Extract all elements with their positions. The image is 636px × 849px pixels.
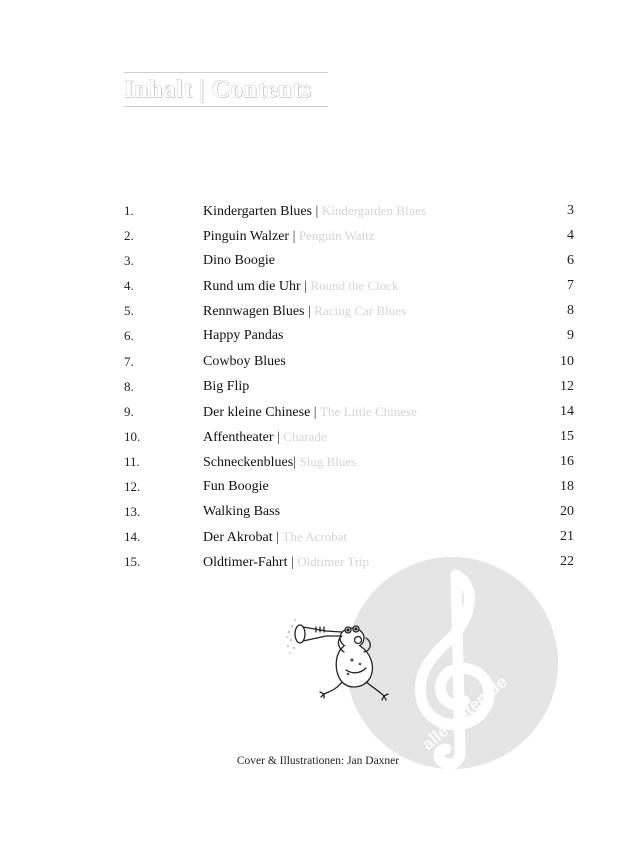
toc-entry-title: Affentheater — [203, 429, 274, 445]
toc-entry-title-line — [203, 298, 406, 324]
toc-entry-title-line — [203, 374, 249, 399]
toc-entry-title: Rund um die Uhr — [203, 279, 301, 295]
frog-trumpet-illustration — [286, 612, 396, 708]
toc-entry-separator: | — [293, 454, 300, 470]
toc-entry-title: Fun Boogie — [203, 479, 269, 495]
page-title: Inhalt | Contents — [124, 76, 312, 103]
toc-entry-number: 5. — [124, 303, 134, 319]
toc-entry-separator: | — [312, 204, 322, 219]
toc-entry — [124, 499, 574, 524]
toc-entry-english-title: Round the Clock — [310, 278, 399, 294]
toc-entry-title: Walking Bass — [203, 504, 281, 520]
toc-entry-separator: | — [300, 279, 311, 295]
toc-entry — [124, 248, 574, 273]
toc-entry-title: Cowboy Blues — [203, 353, 286, 369]
toc-entry-title-line — [203, 323, 284, 348]
toc-entry-english-title: Slug Blues — [299, 453, 357, 469]
toc-entry — [124, 273, 574, 298]
toc-entry-number: 9. — [124, 403, 134, 419]
toc-entry-title: Oldtimer-Fahrt — [203, 555, 288, 571]
toc-entry-separator: | — [273, 429, 284, 445]
toc-entry-title-line — [203, 524, 347, 550]
illustration-credit: Cover & Illustrationen: Jan Daxner — [236, 755, 400, 767]
contents-heading-block — [124, 72, 328, 107]
toc-entry — [124, 399, 574, 424]
heading-bottom-rule — [124, 106, 328, 107]
toc-entry — [124, 349, 574, 374]
toc-entry-title: Rennwagen Blues — [203, 304, 305, 320]
toc-entry-page-number: 15 — [560, 428, 574, 444]
toc-entry-page-number: 8 — [567, 303, 574, 319]
toc-entry-title-line — [203, 349, 286, 374]
toc-entry-page-number: 7 — [567, 278, 574, 294]
toc-entry — [124, 298, 574, 323]
toc-entry — [124, 524, 574, 549]
toc-entry-separator: | — [304, 304, 315, 320]
toc-entry-english-title: Racing Car Blues — [314, 303, 407, 319]
toc-entry-separator: | — [289, 229, 299, 245]
toc-entry-page-number: 12 — [560, 378, 574, 394]
heading-top-rule — [124, 72, 328, 73]
toc-entry-number: 13. — [124, 504, 141, 520]
toc-entry-title-line — [203, 399, 417, 425]
toc-entry-title-line — [203, 474, 269, 499]
toc-entry-separator: | — [287, 555, 298, 571]
toc-entry-title: Dino Boogie — [203, 253, 275, 269]
toc-entry-page-number: 14 — [560, 403, 574, 419]
toc-entry-title-line — [203, 549, 369, 575]
toc-entry-number: 10. — [124, 428, 141, 444]
toc-entry-separator: | — [272, 530, 283, 546]
toc-entry-title-line — [203, 273, 399, 299]
toc-entry — [124, 424, 574, 449]
toc-entry-title-line — [203, 248, 275, 273]
toc-entry — [124, 374, 574, 399]
toc-entry-number: 2. — [124, 228, 134, 244]
toc-entry — [124, 323, 574, 348]
toc-entry-page-number: 10 — [560, 353, 574, 369]
toc-entry-title-line — [203, 499, 280, 524]
toc-entry-number: 7. — [124, 353, 134, 369]
toc-entry-title: Big Flip — [203, 378, 250, 394]
toc-entry-page-number: 18 — [560, 479, 574, 495]
toc-entry-separator: | — [310, 404, 321, 420]
toc-entry-number: 12. — [124, 479, 141, 495]
toc-entry-english-title: Oldtimer Trip — [297, 554, 370, 570]
toc-entry-page-number: 21 — [560, 529, 574, 545]
toc-entry-page-number: 9 — [567, 328, 574, 344]
toc-entry — [124, 449, 574, 474]
toc-entry-number: 3. — [124, 253, 134, 269]
toc-entry-page-number: 6 — [567, 253, 574, 269]
watermark-text: alle-noten.de — [418, 672, 511, 755]
toc-entry-title-line — [203, 223, 375, 249]
toc-entry-number: 14. — [124, 529, 141, 545]
toc-entry-page-number: 16 — [560, 453, 574, 469]
toc-entry — [124, 198, 574, 223]
toc-entry-title-line — [203, 424, 327, 450]
toc-entry-title-line — [203, 198, 426, 224]
toc-entry-number: 6. — [124, 328, 134, 344]
toc-entry-number: 4. — [124, 278, 134, 294]
toc-entry-number: 15. — [124, 554, 141, 570]
toc-entry-english-title: The Little Chinese — [320, 403, 417, 419]
toc-entry-title: Pinguin Walzer — [203, 229, 290, 245]
toc-entry-title: Schneckenblues — [203, 454, 294, 470]
toc-entry-number: 11. — [124, 453, 140, 469]
toc-entry-page-number: 4 — [567, 228, 574, 244]
toc-entry-number: 8. — [124, 378, 134, 394]
table-of-contents — [124, 198, 574, 574]
toc-entry-title: Der Akrobat — [203, 530, 273, 546]
toc-entry-page-number: 3 — [567, 203, 574, 218]
toc-entry-english-title: The Acrobat — [282, 529, 348, 545]
toc-entry-english-title: Charade — [283, 428, 327, 444]
toc-entry — [124, 549, 574, 574]
toc-entry-title: Kindergarten Blues — [203, 204, 312, 219]
toc-entry-english-title: Penguin Waltz — [298, 228, 375, 244]
toc-entry-title: Der kleine Chinese — [203, 404, 311, 420]
toc-entry-title-line — [203, 449, 356, 475]
toc-entry — [124, 474, 574, 499]
toc-entry — [124, 223, 574, 248]
toc-entry-english-title: Kindergarden Blues — [321, 203, 426, 218]
toc-entry-title: Happy Pandas — [203, 328, 284, 344]
toc-entry-page-number: 22 — [560, 554, 574, 570]
toc-entry-page-number: 20 — [560, 504, 574, 520]
toc-entry-number: 1. — [124, 203, 134, 218]
